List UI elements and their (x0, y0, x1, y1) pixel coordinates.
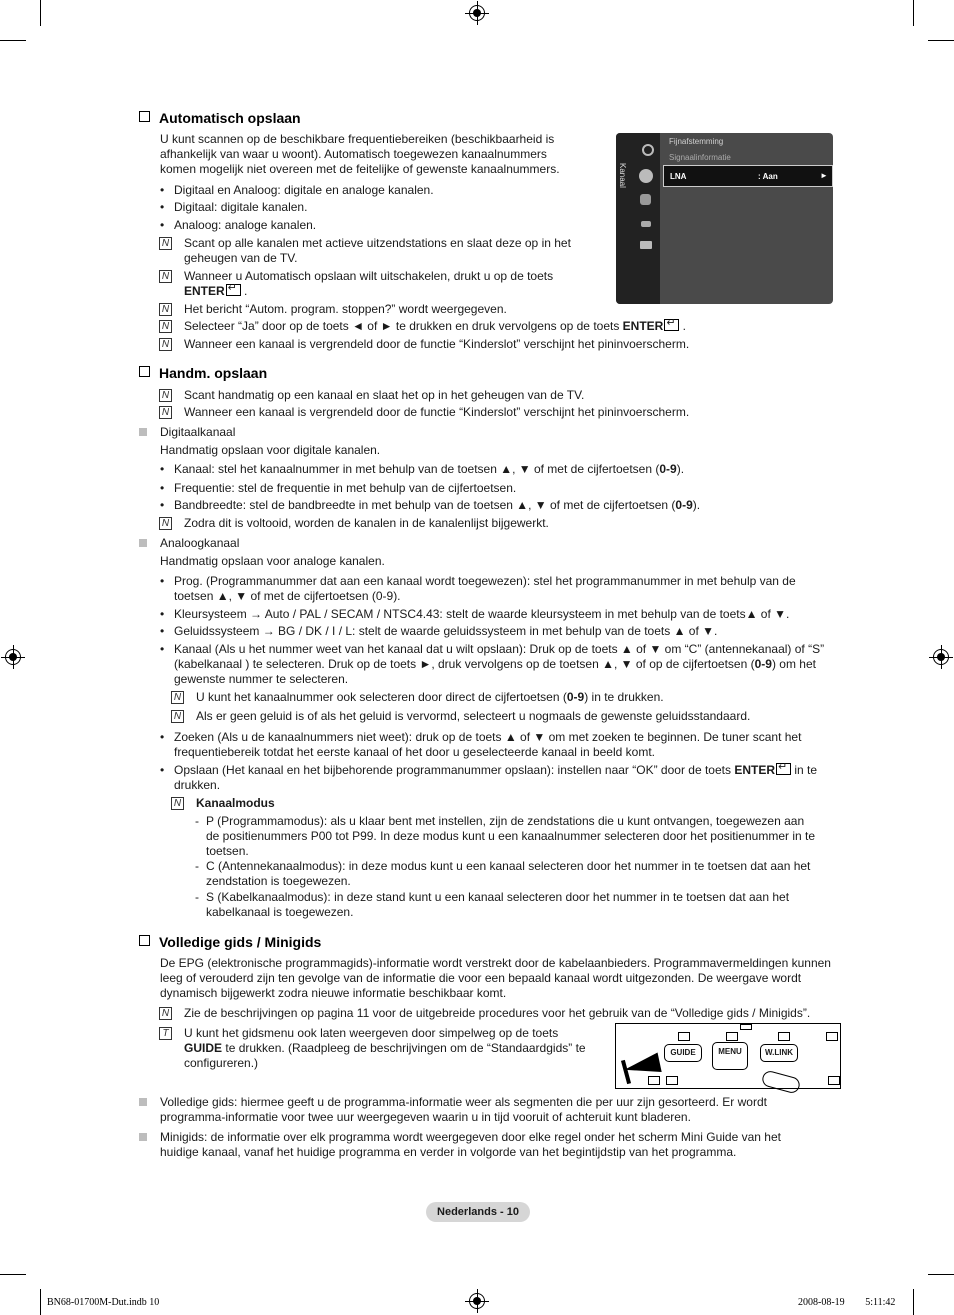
note-icon: N (159, 320, 172, 333)
remote-small-key-icon (828, 1076, 840, 1085)
lna-value: : Aan (758, 172, 778, 181)
auto-bullet: • Digitaal en Analoog: digitale en analoge kanalen. (174, 183, 434, 198)
note-icon: N (159, 270, 172, 283)
lna-label: LNA (670, 172, 687, 181)
note-icon: N (171, 691, 184, 704)
remote-small-key-icon (826, 1032, 838, 1041)
remote-small-key-icon (648, 1076, 660, 1085)
section-title-auto-store: Automatisch opslaan (139, 110, 301, 126)
auto-note: N Wanneer een kanaal is vergrendeld door de functie “Kinderslot” verschijnt het pininvoerscherm. (184, 337, 689, 352)
remote-small-key-icon (778, 1032, 790, 1041)
remote-menu-button: MENU (712, 1042, 748, 1070)
analog-bullet: • Geluidssysteem → BG / DK / I / L: stelt de waarde geluidssysteem in met behulp van de toets ▲ of ▼. (174, 624, 717, 639)
crop-mark (40, 1289, 41, 1315)
digital-bullet: • Kanaal: stel het kanaalnummer in met behulp van de toetsen ▲, ▼ of met de cijfertoetsen (0-9). (174, 462, 684, 477)
analog-note: N U kunt het kanaalnummer ook selecteren door direct de cijfertoetsen (0-9) in te drukken. (196, 690, 664, 705)
note-icon: N (159, 237, 172, 250)
note-icon: N (159, 303, 172, 316)
tv-channel-menu-screenshot (616, 133, 833, 304)
remote-wlink-button: W.LINK (760, 1044, 798, 1062)
auto-bullet: • Analoog: analoge kanalen. (174, 218, 316, 233)
tv-menu-item-fine-tune: Fijnafstemming (669, 137, 724, 146)
remote-small-key-icon (740, 1024, 752, 1030)
enter-key-icon (664, 319, 679, 331)
registration-mark-icon (469, 1293, 485, 1309)
page-number-badge: Nederlands - 10 (426, 1202, 530, 1222)
analog-bullet: • Zoeken (Als u de kanaalnummers niet weet): druk op de toets ▲ of ▼ om met zoeken te beginnen. De tuner scant het frequentiebereik totdat het eerste kanaal of het door u geselecteerde kanaal in beeld komt. (174, 730, 834, 760)
crop-mark (0, 1274, 26, 1275)
guide-note: N Zie de beschrijvingen op pagina 11 voor de uitgebreide procedures voor het gebruik van de “Volledige gids / Minigids”. (184, 1006, 810, 1021)
remote-small-key-icon (726, 1032, 738, 1041)
tv-menu-item-signal-info: Signaalinformatie (669, 153, 731, 162)
digital-channel-heading: Digitaalkanaal (160, 425, 236, 439)
right-arrow-icon: ► (820, 171, 828, 180)
guide-intro: De EPG (elektronische programmagids)-informatie wordt verstrekt door de kabelaanbieders. Programmavermeldingen kunnen leeg of verouderd zijn ten gevolge van de informatie die voor een bepaald kanaal wordt uitgezonden. De weergave wordt dynamisch bijgewerkt zodra nieuwe informatie beschikbaar komt. (160, 956, 831, 1000)
analog-bullet: • Opslaan (Het kanaal en het bijbehorende programmanummer opslaan): instellen naar “OK” door de toets ENTER↵ in te drukken. (174, 763, 844, 793)
manual-note: N Wanneer een kanaal is vergrendeld door de functie “Kinderslot” verschijnt het pininvoerscherm. (184, 405, 689, 420)
full-guide-description: Volledige gids: hiermee geeft u de programma-informatie weer als segmenten die per uur zijn gesorteerd. Er wordt programma-informatie voor twee uur weergegeven waarin u in tijd vooruit of achteruit kunt bladeren. (160, 1095, 850, 1125)
auto-intro: U kunt scannen op de beschikbare frequentiebereiken (beschikbaarheid is afhankelijk van waar u woont). Automatisch toegewezen kanaalnummers komen mogelijk niet overeen met de feitelijke of gewenste kanaalnummers. (160, 132, 560, 176)
mini-guide-description: Minigids: de informatie over elk programma wordt weergegeven door elke regel onder het scherm Mini Guide van het huidige kanaal, vanaf het huidige programma en verder in volgorde van het begintijdstip van het programma. (160, 1130, 850, 1160)
remote-small-key-icon (666, 1076, 678, 1085)
setup-gear-icon (640, 194, 651, 205)
channel-icon (639, 169, 653, 183)
section-title-guide: Volledige gids / Minigids (139, 934, 321, 950)
remote-guide-button: GUIDE (664, 1044, 702, 1062)
tv-menu-sidebar (616, 133, 660, 304)
digital-bullet: • Frequentie: stel de frequentie in met behulp van de cijfertoetsen. (174, 481, 516, 496)
analog-channel-heading: Analoogkanaal (160, 536, 240, 550)
note-icon: N (159, 338, 172, 351)
auto-note: N Selecteer “Ja” door op de toets ◄ of ► te drukken en druk vervolgens op de toets ENTER↵ . (184, 319, 686, 334)
crop-mark (0, 40, 26, 41)
auto-note: N Het bericht “Autom. program. stoppen?” wordt weergegeven. (184, 302, 507, 317)
registration-mark-icon (5, 649, 21, 665)
manual-note: N Scant handmatig op een kanaal en slaat het op in het geheugen van de TV. (184, 388, 584, 403)
application-icon (640, 241, 652, 249)
tv-menu-selected-lna (663, 165, 833, 187)
print-slug-right: 2008-08-19 ￿￿ 5:11:42 (798, 1297, 896, 1308)
analog-bullet: • Kleursysteem → Auto / PAL / SECAM / NTSC4.43: stelt de waarde kleursysteem in met behulp van de toets▲ of ▼. (174, 607, 789, 622)
print-slug-left: BN68-01700M-Dut.indb 10 (47, 1297, 160, 1308)
analog-note: N Als er geen geluid is of als het geluid is vervormd, selecteert u nogmaals de gewenste geluidsstandaard. (196, 709, 750, 724)
remote-return-key-icon (761, 1069, 802, 1094)
guide-tip: T U kunt het gidsmenu ook laten weergeven door simpelweg op de toets GUIDE te drukken. (Raadpleeg de beschrijvingen om de “Standaardgids” te configureren.) (184, 1026, 604, 1071)
digital-bullet: • Bandbreedte: stel de bandbreedte in met behulp van de toetsen ▲, ▼ of met de cijfertoetsen (0-9). (174, 498, 700, 513)
crop-mark (928, 1274, 954, 1275)
crop-mark (913, 1289, 914, 1315)
tip-icon: T (159, 1027, 172, 1040)
digital-intro: Handmatig opslaan voor digitale kanalen. (160, 443, 381, 457)
crop-mark (40, 0, 41, 26)
crop-mark (913, 0, 914, 26)
auto-note: N Scant op alle kanalen met actieve uitzendstations en slaat deze op in het geheugen van de TV. (184, 236, 594, 266)
channel-mode-c: - C (Antennekanaalmodus): in deze modus kunt u een kanaal selecteren door het nummer in te toetsen dat aan het zendstation is toegewezen. (206, 859, 836, 889)
tv-menu-side-label: Kanaal (618, 163, 627, 188)
auto-bullet: • Digitaal: digitale kanalen. (174, 200, 307, 215)
remote-control-illustration (615, 1023, 841, 1089)
enter-key-icon (226, 284, 241, 296)
note-icon: N (159, 406, 172, 419)
crop-mark (928, 40, 954, 41)
digital-note: N Zodra dit is voltooid, worden de kanalen in de kanalenlijst bijgewerkt. (184, 516, 549, 531)
note-icon: N (159, 1007, 172, 1020)
note-icon: N (159, 389, 172, 402)
registration-mark-icon (469, 5, 485, 21)
input-icon (641, 221, 651, 227)
analog-intro: Handmatig opslaan voor analoge kanalen. (160, 554, 385, 568)
note-icon: N (171, 710, 184, 723)
channel-mode-s: - S (Kabelkanaalmodus): in deze stand kunt u een kanaal selecteren door het nummer in te toetsen dat aan het kabelkanaal is toegewezen. (206, 890, 836, 920)
note-icon: N (171, 797, 184, 810)
picture-icon (642, 144, 654, 156)
registration-mark-icon (933, 649, 949, 665)
channel-mode-note: N Kanaalmodus (196, 796, 275, 811)
analog-bullet: • Prog. (Programmanummer dat aan een kanaal wordt toegewezen): stel het programmanummer in met behulp van de toetsen ▲, ▼ of met de cijfertoetsen (0-9). (174, 574, 834, 604)
remote-small-key-icon (678, 1032, 690, 1041)
note-icon: N (159, 517, 172, 530)
section-title-manual-store: Handm. opslaan (139, 365, 267, 381)
auto-note: N Wanneer u Automatisch opslaan wilt uitschakelen, drukt u op de toets ENTER↵ . (184, 269, 594, 299)
enter-key-icon (776, 763, 791, 775)
channel-mode-p: - P (Programmamodus): als u klaar bent met instellen, zijn de zendstations die u kunt ontvangen, toegewezen aan de positienummers P00 tot P99. In deze modus kunt u een kanaalnummer selecteren door het positienummer in te toetsen. (206, 814, 836, 859)
analog-bullet: • Kanaal (Als u het nummer weet van het kanaal dat u wilt opslaan): Druk op de toets ▲ of ▼ om “C” (antennekanaal) of “S” (kabelkanaal ) te selecteren. Druk op de toets ►, druk vervolgens op de toetsen ▲, ▼ of op de cijfertoetsen (0-9) om het gewenste nummer te selecteren. (174, 642, 844, 687)
